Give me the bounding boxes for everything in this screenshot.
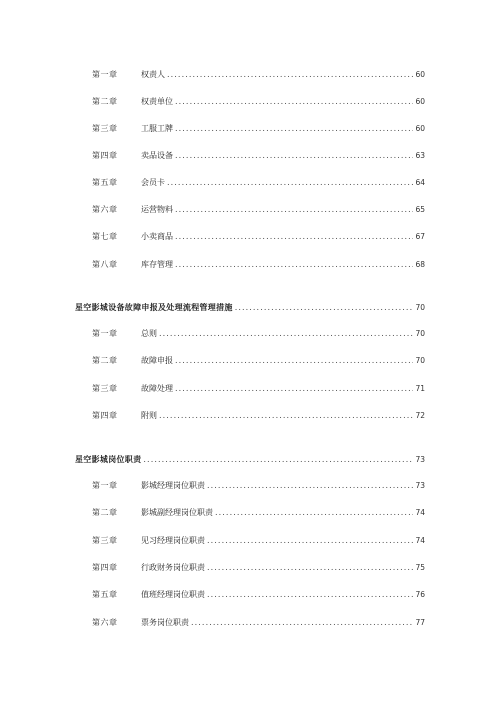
chapter-title: 会员卡: [141, 178, 165, 187]
page-number: 70: [415, 303, 425, 312]
chapter-number: 第一章: [92, 481, 118, 490]
dot-leader: [175, 122, 413, 136]
chapter-number: 第三章: [92, 536, 118, 545]
dot-leader: [167, 176, 413, 190]
chapter-number: 第六章: [92, 205, 118, 214]
chapter-title: 行政财务岗位职责: [141, 563, 205, 572]
toc-section-heading[interactable]: [0, 300, 500, 314]
toc-entry[interactable]: [0, 354, 500, 368]
chapter-title: 附则: [141, 411, 157, 420]
chapter-number: 第四章: [92, 411, 118, 420]
page-number: 60: [415, 70, 425, 79]
chapter-title: 权责人: [141, 70, 165, 79]
dot-leader: [175, 354, 413, 368]
toc-entry[interactable]: [0, 588, 500, 602]
chapter-title: 运营物料: [141, 205, 173, 214]
page-number: 60: [415, 124, 425, 133]
page-number: 73: [415, 455, 425, 464]
dot-leader: [235, 301, 414, 315]
page-number: 68: [415, 260, 425, 269]
dot-leader: [175, 95, 413, 109]
dot-leader: [207, 588, 413, 602]
chapter-title: 值班经理岗位职责: [141, 590, 205, 599]
chapter-number: 第三章: [92, 384, 118, 393]
page-number: 74: [415, 508, 425, 517]
dot-leader: [175, 149, 413, 163]
chapter-title: 影城副经理岗位职责: [141, 508, 213, 517]
page-number: 71: [415, 384, 425, 393]
dot-leader: [159, 409, 413, 423]
toc-entry[interactable]: [0, 230, 500, 244]
page-number: 60: [415, 97, 425, 106]
chapter-title: 见习经理岗位职责: [141, 536, 205, 545]
page-number: 63: [415, 151, 425, 160]
page-number: 74: [415, 536, 425, 545]
chapter-title: 小卖商品: [141, 232, 173, 241]
toc-entry[interactable]: [0, 616, 500, 630]
toc-entry[interactable]: [0, 506, 500, 520]
toc-section-heading[interactable]: [0, 452, 500, 466]
toc-entry[interactable]: [0, 534, 500, 548]
toc-entry[interactable]: [0, 561, 500, 575]
chapter-number: 第二章: [92, 356, 118, 365]
chapter-title: 票务岗位职责: [141, 618, 189, 627]
page-number: 73: [415, 481, 425, 490]
page-number: 76: [415, 590, 425, 599]
chapter-number: 第六章: [92, 618, 118, 627]
toc-entry[interactable]: [0, 203, 500, 217]
toc-entry[interactable]: [0, 68, 500, 82]
page-number: 77: [415, 618, 425, 627]
chapter-title: 库存管理: [141, 260, 173, 269]
chapter-number: 第八章: [92, 260, 118, 269]
toc-entry[interactable]: [0, 149, 500, 163]
chapter-title: 卖品设备: [141, 151, 173, 160]
toc-entry[interactable]: [0, 327, 500, 341]
chapter-title: 权责单位: [141, 97, 173, 106]
section-title: 星空影城设备故障申报及处理流程管理措施: [75, 302, 233, 312]
dot-leader: [215, 506, 413, 520]
dot-leader: [207, 561, 413, 575]
section-title: 星空影城岗位职责: [75, 454, 142, 464]
toc-entry[interactable]: [0, 95, 500, 109]
dot-leader: [167, 68, 413, 82]
page-number: 75: [415, 563, 425, 572]
chapter-title: 影城经理岗位职责: [141, 481, 205, 490]
chapter-number: 第二章: [92, 508, 118, 517]
toc-entry[interactable]: [0, 382, 500, 396]
dot-leader: [143, 453, 413, 467]
chapter-title: 总则: [141, 329, 157, 338]
toc-entry[interactable]: [0, 176, 500, 190]
toc-entry[interactable]: [0, 479, 500, 493]
toc-entry[interactable]: [0, 122, 500, 136]
page-number: 70: [415, 329, 425, 338]
dot-leader: [175, 382, 413, 396]
chapter-number: 第五章: [92, 590, 118, 599]
page-number: 72: [415, 411, 425, 420]
chapter-number: 第四章: [92, 563, 118, 572]
dot-leader: [159, 327, 413, 341]
page-number: 64: [415, 178, 425, 187]
dot-leader: [175, 203, 413, 217]
chapter-number: 第四章: [92, 151, 118, 160]
page-number: 67: [415, 232, 425, 241]
chapter-number: 第二章: [92, 97, 118, 106]
page-number: 65: [415, 205, 425, 214]
dot-leader: [191, 616, 413, 630]
chapter-number: 第五章: [92, 178, 118, 187]
dot-leader: [175, 258, 413, 272]
chapter-number: 第一章: [92, 70, 118, 79]
chapter-number: 第三章: [92, 124, 118, 133]
dot-leader: [207, 479, 413, 493]
chapter-title: 工服工牌: [141, 124, 173, 133]
dot-leader: [207, 534, 413, 548]
toc-entry[interactable]: [0, 409, 500, 423]
toc-entry[interactable]: [0, 258, 500, 272]
chapter-title: 故障处理: [141, 384, 173, 393]
chapter-number: 第七章: [92, 232, 118, 241]
chapter-title: 故障申报: [141, 356, 173, 365]
page-number: 70: [415, 356, 425, 365]
dot-leader: [175, 230, 413, 244]
chapter-number: 第一章: [92, 329, 118, 338]
